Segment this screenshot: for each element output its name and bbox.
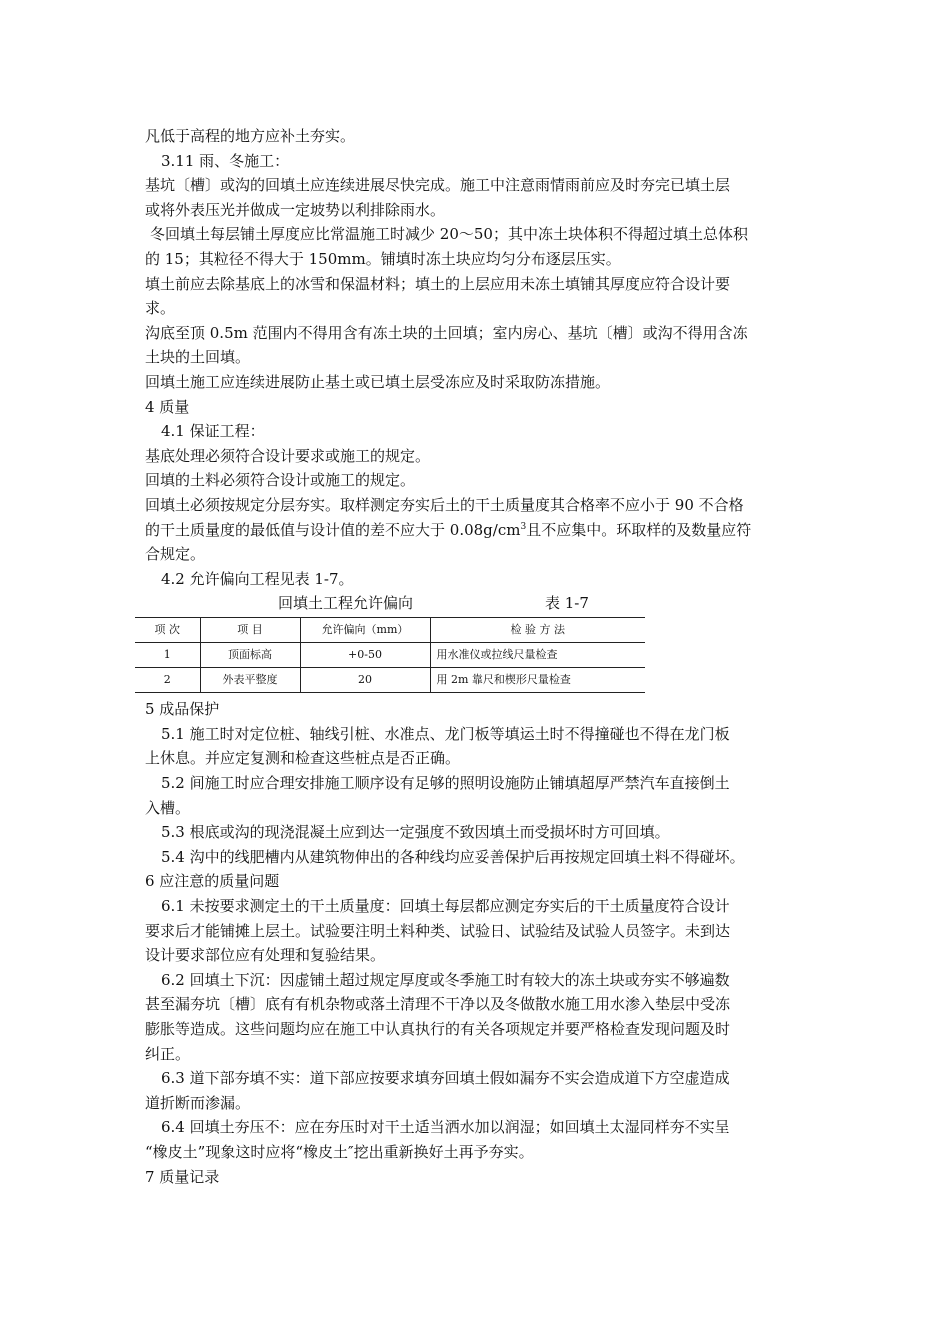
table-row (135, 643, 645, 668)
table-title: 回填土工程允许偏向 (278, 594, 414, 613)
text-line: 纠正。 (145, 1044, 191, 1063)
table-number: 表 1-7 (545, 594, 589, 613)
text-line: 道折断而渗漏。 (145, 1093, 251, 1112)
density-text-cont: 且不应集中。环取样的及数量应符 (526, 520, 752, 539)
text-line: 6 应注意的质量问题 (145, 872, 280, 891)
column-header: 允许偏向（mm） (300, 618, 430, 643)
text-line: 3.11 雨、冬施工： (161, 151, 290, 170)
text-line: 基底处理必须符合设计要求或施工的规定。 (145, 446, 431, 465)
tolerance-table (135, 617, 645, 693)
text-line: 5.3 根底或沟的现浇混凝土应到达一定强度不致因填土而受损坏时方可回填。 (161, 823, 670, 842)
text-line: 5.4 沟中的线肥槽内从建筑物伸出的各种线均应妥善保护后再按规定回填土料不得碰坏。 (161, 847, 745, 866)
text-line: 合规定。 (145, 545, 206, 564)
table-caption (145, 591, 810, 615)
text-line: 土块的土回填。 (145, 348, 251, 367)
document-page (145, 124, 810, 1189)
text-line: 回填土施工应连续进展防止基土或已填土层受冻应及时采取防冻措施。 (145, 372, 611, 391)
text-line: 上休息。并应定复测和检查这些桩点是否正确。 (145, 749, 461, 768)
text-line: 沟底至顶 0.5m 范围内不得用含有冻土块的土回填；室内房心、基坑〔槽〕或沟不得用含冻 (145, 323, 748, 342)
text-line: 6.2 回填土下沉：因虚铺土超过规定厚度或冬季施工时有较大的冻土块或夯实不够遍数 (161, 970, 730, 989)
text-line: 凡低于高程的地方应补土夯实。 (145, 127, 356, 145)
unit-superscript: 3 (520, 521, 527, 532)
table-cell: 1 (135, 643, 200, 668)
text-line: 5.1 施工时对定位桩、轴线引桩、水准点、龙门板等填运土时不得撞碰也不得在龙门板 (161, 724, 730, 743)
text-line: 入槽。 (145, 798, 191, 817)
table-header-row (135, 618, 645, 643)
text-line: 甚至漏夯坑〔槽〕底有有机杂物或落土清理不干净以及冬做散水施工用水渗入垫层中受冻 (145, 995, 731, 1014)
text-line: 6.3 道下部夯填不实：道下部应按要求填夯回填土假如漏夯不实会造成道下方空虚造成 (161, 1069, 730, 1088)
text-line: 的 15；其粒径不得大于 150mm。铺填时冻土块应均匀分布逐层压实。 (145, 249, 621, 268)
text-line: 6.1 未按要求测定土的干土质量度：回填土每层都应测定夯实后的干土质量度符合设计 (161, 897, 730, 916)
column-header: 检 验 方 法 (430, 618, 645, 643)
table-cell: +0-50 (300, 643, 430, 668)
text-line: 5 成品保护 (145, 700, 220, 719)
column-header: 项 次 (135, 618, 200, 643)
text-line: 5.2 间施工时应合理安排施工顺序设有足够的照明设施防止铺填超厚严禁汽车直接倒土 (161, 774, 730, 793)
text-line: 6.4 回填土夯压不：应在夯压时对干土适当洒水加以润湿；如回填土太湿同样夯不实呈 (161, 1118, 730, 1137)
text-line: 或将外表压光并做成一定坡势以利排除雨水。 (145, 200, 446, 219)
text-line: 要求后才能铺摊上层土。试验要注明土料种类、试验日、试验结及试验人员签字。未到达 (145, 921, 731, 940)
table-cell: 外表平整度 (200, 668, 300, 693)
text-line: 4.2 允许偏向工程见表 1-7。 (161, 569, 354, 588)
body-text-mid (145, 542, 810, 591)
body-text-bottom (145, 697, 810, 1189)
text-line: 膨胀等造成。这些问题均应在施工中认真执行的有关各项规定并要严格检查发现问题及时 (145, 1020, 731, 1038)
text-line: “橡皮土”现象这时应将“橡皮土″挖出重新换好土再予夯实。 (145, 1142, 534, 1161)
column-header: 项 目 (200, 618, 300, 643)
table-cell: 20 (300, 668, 430, 693)
text-line: 设计要求部位应有处理和复验结果。 (145, 946, 386, 965)
text-line: 4 质量 (145, 397, 190, 416)
body-text-top (145, 124, 810, 518)
text-line: 回填土必须按规定分层夯实。取样测定夯实后土的干土质量度其合格率不应小于 90 不合格 (145, 495, 744, 514)
table-cell: 用水准仪或拉线尺量检查 (430, 643, 645, 668)
density-paragraph-line (145, 518, 810, 543)
table-cell: 顶面标高 (200, 643, 300, 668)
text-line: 7 质量记录 (145, 1167, 220, 1186)
text-line: 填土前应去除基底上的冰雪和保温材料；填土的上层应用未冻土填铺其厚度应符合设计要 (145, 274, 731, 293)
text-line: 4.1 保证工程： (161, 422, 265, 441)
density-text: 的干土质量度的最低值与设计值的差不应大于 0.08g/cm (145, 520, 521, 539)
text-line: 基坑〔槽〕或沟的回填土应连续进展尽快完成。施工中注意雨情雨前应及时夯完已填土层 (145, 176, 731, 195)
text-line: 冬回填土每层铺土厚度应比常温施工时减少 20～50；其中冻土块体积不得超过填土总体积 (150, 225, 748, 244)
table-cell: 用 2m 靠尺和楔形尺量检查 (430, 668, 645, 693)
text-line: 回填的土料必须符合设计或施工的规定。 (145, 471, 416, 490)
table-cell: 2 (135, 668, 200, 693)
text-line: 求。 (145, 299, 176, 318)
table-row (135, 668, 645, 693)
